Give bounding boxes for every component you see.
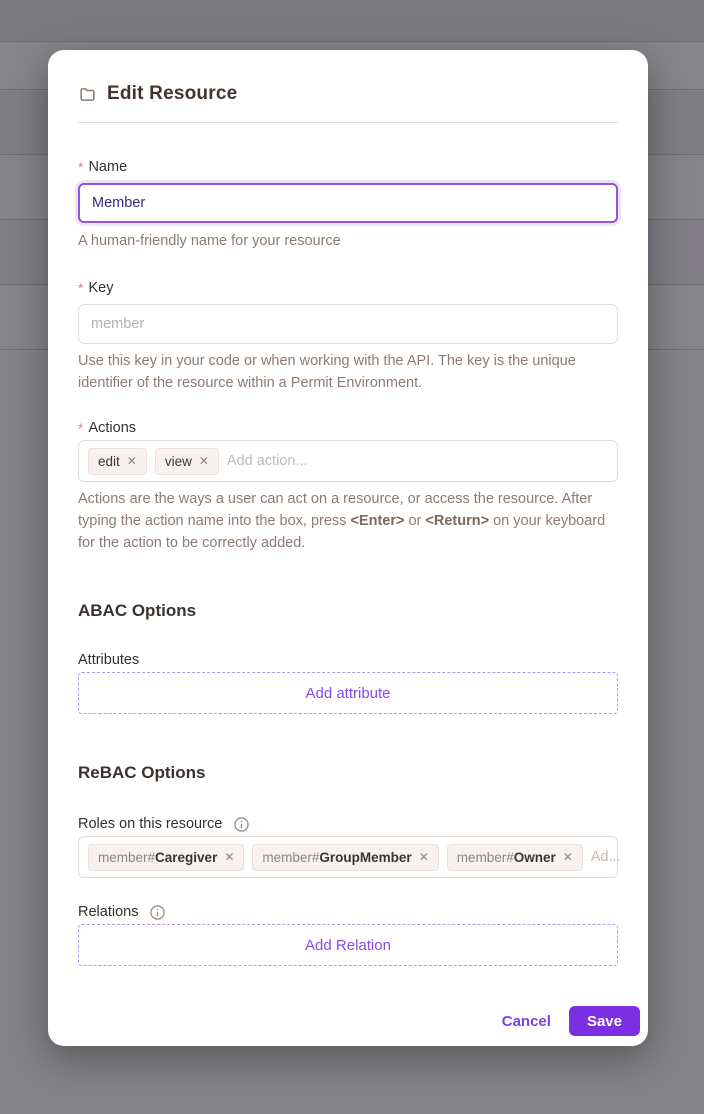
info-icon[interactable]: [150, 905, 165, 920]
action-tag: view ✕: [155, 448, 219, 475]
required-asterisk: *: [78, 420, 84, 436]
return-key-hint: <Return>: [425, 513, 490, 529]
actions-tag-input[interactable]: [78, 440, 618, 482]
add-attribute-button[interactable]: Add attribute: [78, 672, 618, 714]
rebac-options-heading: ReBAC Options: [78, 763, 206, 782]
actions-helper-text: Actions are the ways a user can act on a resource, or access the resource. After typing the action name into the box, press <Enter> or <Return> on your keyboard for the action to be correctly added.: [78, 491, 606, 551]
backdrop-table-row: [0, 0, 704, 42]
roles-label: Roles on this resource: [78, 814, 618, 834]
add-relation-button[interactable]: Add Relation: [78, 924, 618, 966]
key-input[interactable]: [78, 304, 618, 344]
name-input[interactable]: [78, 183, 618, 223]
actions-label: * Actions: [78, 420, 137, 436]
cancel-button[interactable]: Cancel: [494, 1009, 559, 1034]
folder-icon: [78, 86, 97, 103]
role-tag: member#GroupMember ✕: [252, 844, 438, 871]
remove-tag-icon[interactable]: ✕: [418, 850, 429, 864]
relations-label: Relations: [78, 902, 618, 922]
edit-resource-modal: [48, 50, 648, 1046]
remove-tag-icon[interactable]: ✕: [224, 850, 235, 864]
roles-placeholder: Ad...: [590, 849, 621, 865]
required-asterisk: *: [78, 280, 84, 296]
remove-tag-icon[interactable]: ✕: [198, 454, 209, 468]
actions-placeholder: Add action...: [226, 453, 308, 469]
modal-header: [78, 82, 618, 106]
required-asterisk: *: [78, 159, 84, 175]
key-label: * Key: [78, 280, 114, 296]
info-icon[interactable]: [234, 817, 249, 832]
name-label: * Name: [78, 159, 128, 175]
header-divider: [78, 122, 618, 123]
remove-tag-icon[interactable]: ✕: [126, 454, 137, 468]
modal-footer: [494, 1006, 640, 1036]
modal-title: Edit Resource: [107, 83, 238, 104]
key-helper-text: Use this key in your code or when working with the API. The key is the unique identifier of the resource within a Permit Environment.: [78, 353, 576, 391]
roles-tag-input[interactable]: [78, 836, 621, 878]
role-tag: member#Caregiver ✕: [88, 844, 244, 871]
abac-options-heading: ABAC Options: [78, 601, 197, 620]
action-tag: edit ✕: [88, 448, 147, 475]
name-helper-text: A human-friendly name for your resource: [78, 233, 341, 249]
remove-tag-icon[interactable]: ✕: [562, 850, 573, 864]
save-button[interactable]: Save: [569, 1006, 640, 1036]
attributes-label: Attributes: [78, 652, 140, 668]
enter-key-hint: <Enter>: [350, 513, 405, 529]
role-tag: member#Owner ✕: [447, 844, 583, 871]
